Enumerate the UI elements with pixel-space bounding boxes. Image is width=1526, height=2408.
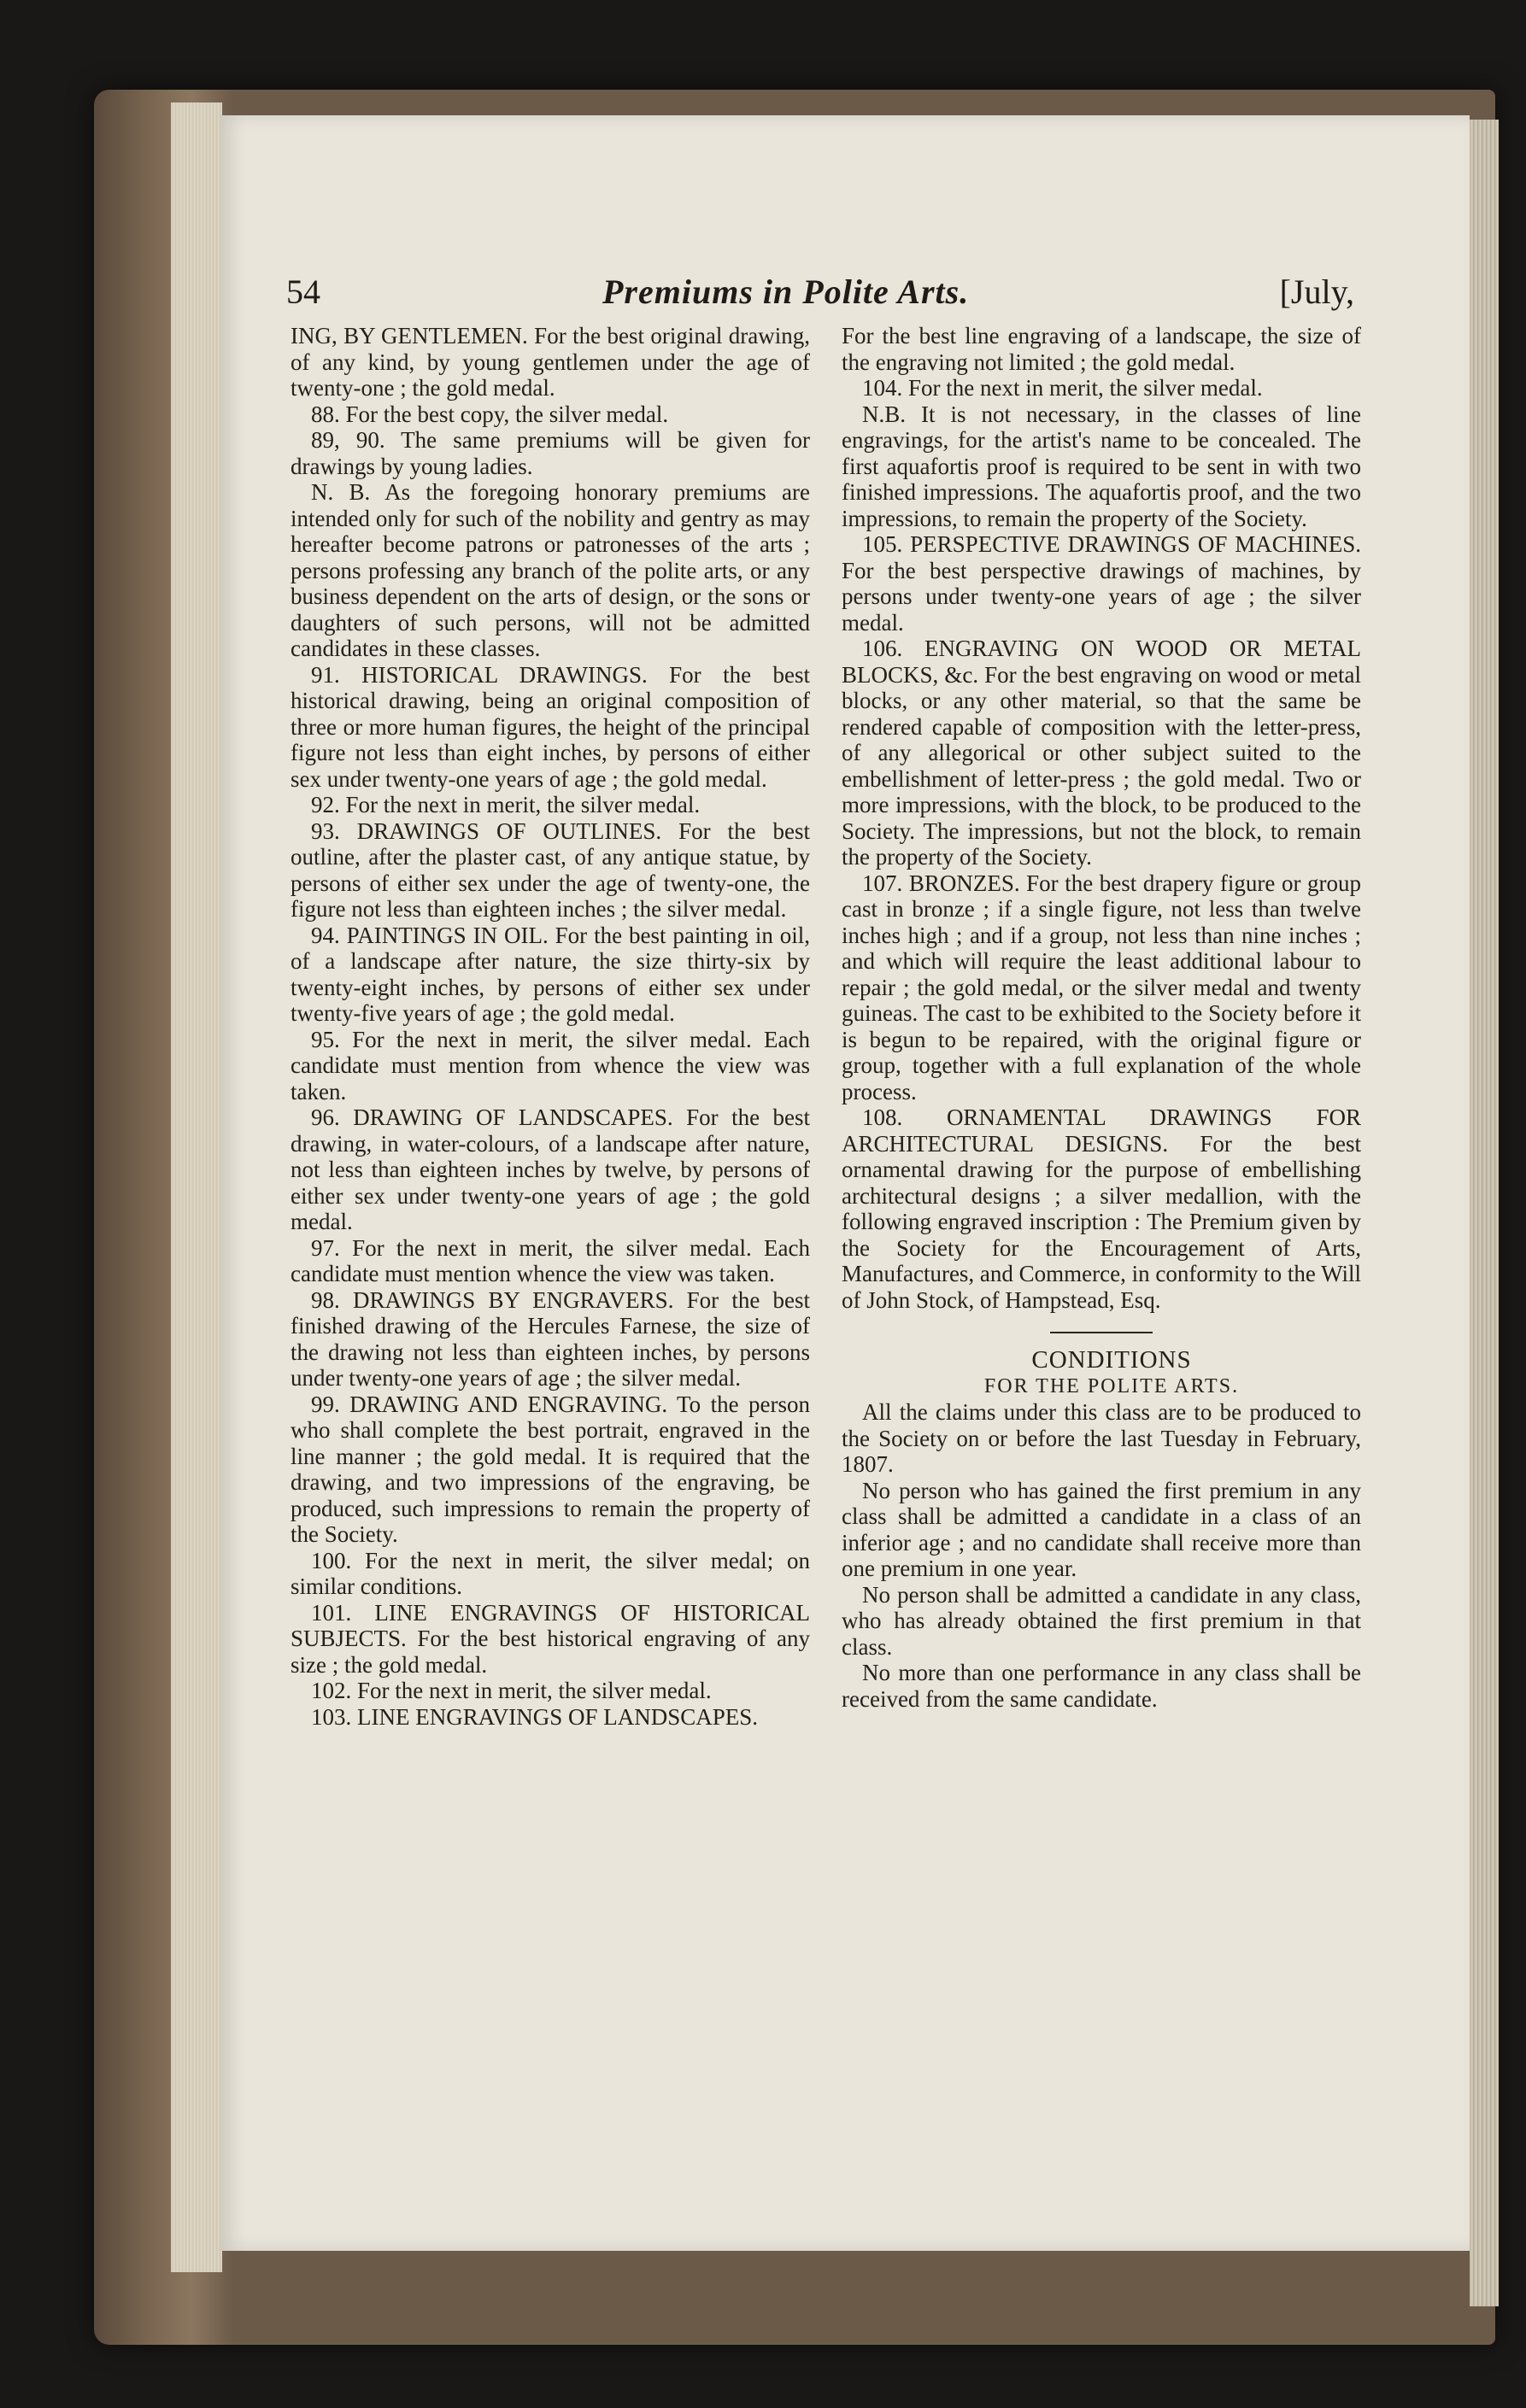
paragraph: 98. DRAWINGS BY ENGRAVERS. For the best finished drawing of the Hercules Farnese, the size of the drawing not less than eighteen inches, by persons under twenty-one years of age ; the silver medal. [291, 1286, 810, 1391]
page-header [286, 272, 1354, 314]
paragraph: 94. PAINTINGS IN OIL. For the best painting in oil, of a landscape after nature, the size thirty-six by twenty-eight inches, by persons of either sex under twenty-five years of age ; the gold medal. [291, 922, 810, 1026]
right-column [842, 323, 1361, 1712]
section-divider [1050, 1332, 1153, 1333]
paragraph: No person shall be admitted a candidate in any class, who has already obtained the first premium in that class. [842, 1581, 1361, 1660]
paragraph: N. B. As the foregoing honorary premiums are intended only for such of the nobility and gentry as may hereafter become patrons or patronesses of the arts ; persons professing any branch of the polite arts, or any business dependent on the arts of design, or the sons or daughters of such persons, will not be admitted candidates in these classes. [291, 479, 810, 661]
paragraph: 102. For the next in merit, the silver medal. [311, 1678, 712, 1703]
paragraph: 92. For the next in merit, the silver medal. [311, 792, 701, 817]
paragraph: 88. For the best copy, the silver medal. [311, 401, 669, 427]
paragraph: 99. DRAWING AND ENGRAVING. To the person who shall complete the best portrait, engraved in the line manner ; the gold medal. It is required that the drawing, and two impressions of the engraving, be produced, such impressions to remain the property of the Society. [291, 1391, 810, 1547]
paragraph: 107. BRONZES. For the best drapery figure or group cast in bronze ; if a single figure, not less than twelve inches high ; and if a group, not less than nine inches ; and which will require the least additional labour to repair ; the gold medal, or the silver medal and twenty guineas. The cast to be exhibited to the Society before it is begun to be repaired, with the original figure or group, together with a full explanation of the whole process. [842, 870, 1361, 1104]
paragraph: ING, BY GENTLEMEN. For the best original drawing, of any kind, by young gentlemen under the age of twenty-one ; the gold medal. [291, 323, 810, 401]
paragraph: No person who has gained the first premium in any class shall be admitted a candidate in a class of an inferior age ; and no candidate shall receive more than one premium in one year. [842, 1477, 1361, 1581]
paragraph: For the best line engraving of a landscape, the size of the engraving not limited ; the gold medal. [842, 323, 1361, 375]
running-month: [July, [1279, 272, 1354, 311]
running-title: Premiums in Polite Arts. [602, 272, 970, 311]
left-column [291, 323, 810, 1730]
paragraph: 96. DRAWING OF LANDSCAPES. For the best drawing, in water-colours, of a landscape after nature, not less than eighteen inches by twelve, by persons of either sex under twenty-one years of age ; the gold medal. [291, 1104, 810, 1234]
page-edges-left [171, 103, 222, 2272]
paragraph: 105. PERSPECTIVE DRAWINGS OF MACHINES. For the best perspective drawings of machines, by persons under twenty-one years of age ; the silver medal. [842, 531, 1361, 636]
paragraph: 97. For the next in merit, the silver medal. Each candidate must mention whence the view was taken. [291, 1234, 810, 1286]
paragraph: 89, 90. The same premiums will be given for drawings by young ladies. [291, 427, 810, 479]
paragraph: 103. LINE ENGRAVINGS OF LANDSCAPES. [311, 1703, 759, 1730]
paragraph: 101. LINE ENGRAVINGS OF HISTORICAL SUBJECTS. For the best historical engraving of any size ; the gold medal. [291, 1599, 810, 1678]
paragraph: 91. HISTORICAL DRAWINGS. For the best historical drawing, being an original composition of three or more human figures, the height of the principal figure not less than eight inches, by persons of either sex under twenty-one years of age ; the gold medal. [291, 661, 810, 792]
paragraph: No more than one performance in any class shall be received from the same candidate. [842, 1660, 1361, 1712]
conditions-title: CONDITIONS [1031, 1346, 1192, 1374]
paragraph: 108. ORNAMENTAL DRAWINGS FOR ARCHITECTURAL DESIGNS. For the best ornamental drawing for the purpose of embellishing architectural designs ; a silver medallion, with the following engraved inscription : The Premium given by the Society for the Encouragement of Arts, Manufactures, and Commerce, in conformity to the Will of John Stock, of Hampstead, Esq. [842, 1104, 1362, 1313]
paragraph: 106. ENGRAVING ON WOOD OR METAL BLOCKS, &c. For the best engraving on wood or metal blocks, or any other material, so that the same be rendered capable of composition with the letter-press, of any allegorical or other subject suited to the embellishment of letter-press ; the gold medal. Two or more impressions, with the block, to be produced to the Society. The impressions, but not the block, to remain the property of the Society. [842, 636, 1361, 870]
paragraph: 100. For the next in merit, the silver medal; on similar conditions. [291, 1547, 810, 1599]
page-number: 54 [286, 272, 320, 311]
paragraph: 93. DRAWINGS OF OUTLINES. For the best outline, after the plaster cast, of any antique statue, by persons of either sex under the age of twenty-one, the figure not less than eighteen inches ; the silver medal. [291, 817, 810, 922]
paragraph: 104. For the next in merit, the silver medal. [862, 375, 1263, 401]
page-edges-right [1470, 120, 1499, 2306]
conditions-subtitle: FOR THE POLITE ARTS. [983, 1374, 1240, 1397]
paragraph: N.B. It is not necessary, in the classes of line engravings, for the artist's name to be concealed. The first aquafortis proof is required to be sent in with two finished impressions. The aquafortis proof, and the two impressions, to remain the property of the Society. [842, 401, 1361, 531]
paragraph: All the claims under this class are to be produced to the Society on or before the last Tuesday in February, 1807. [842, 1399, 1361, 1477]
paragraph: 95. For the next in merit, the silver medal. Each candidate must mention from whence the view was taken. [291, 1026, 810, 1104]
